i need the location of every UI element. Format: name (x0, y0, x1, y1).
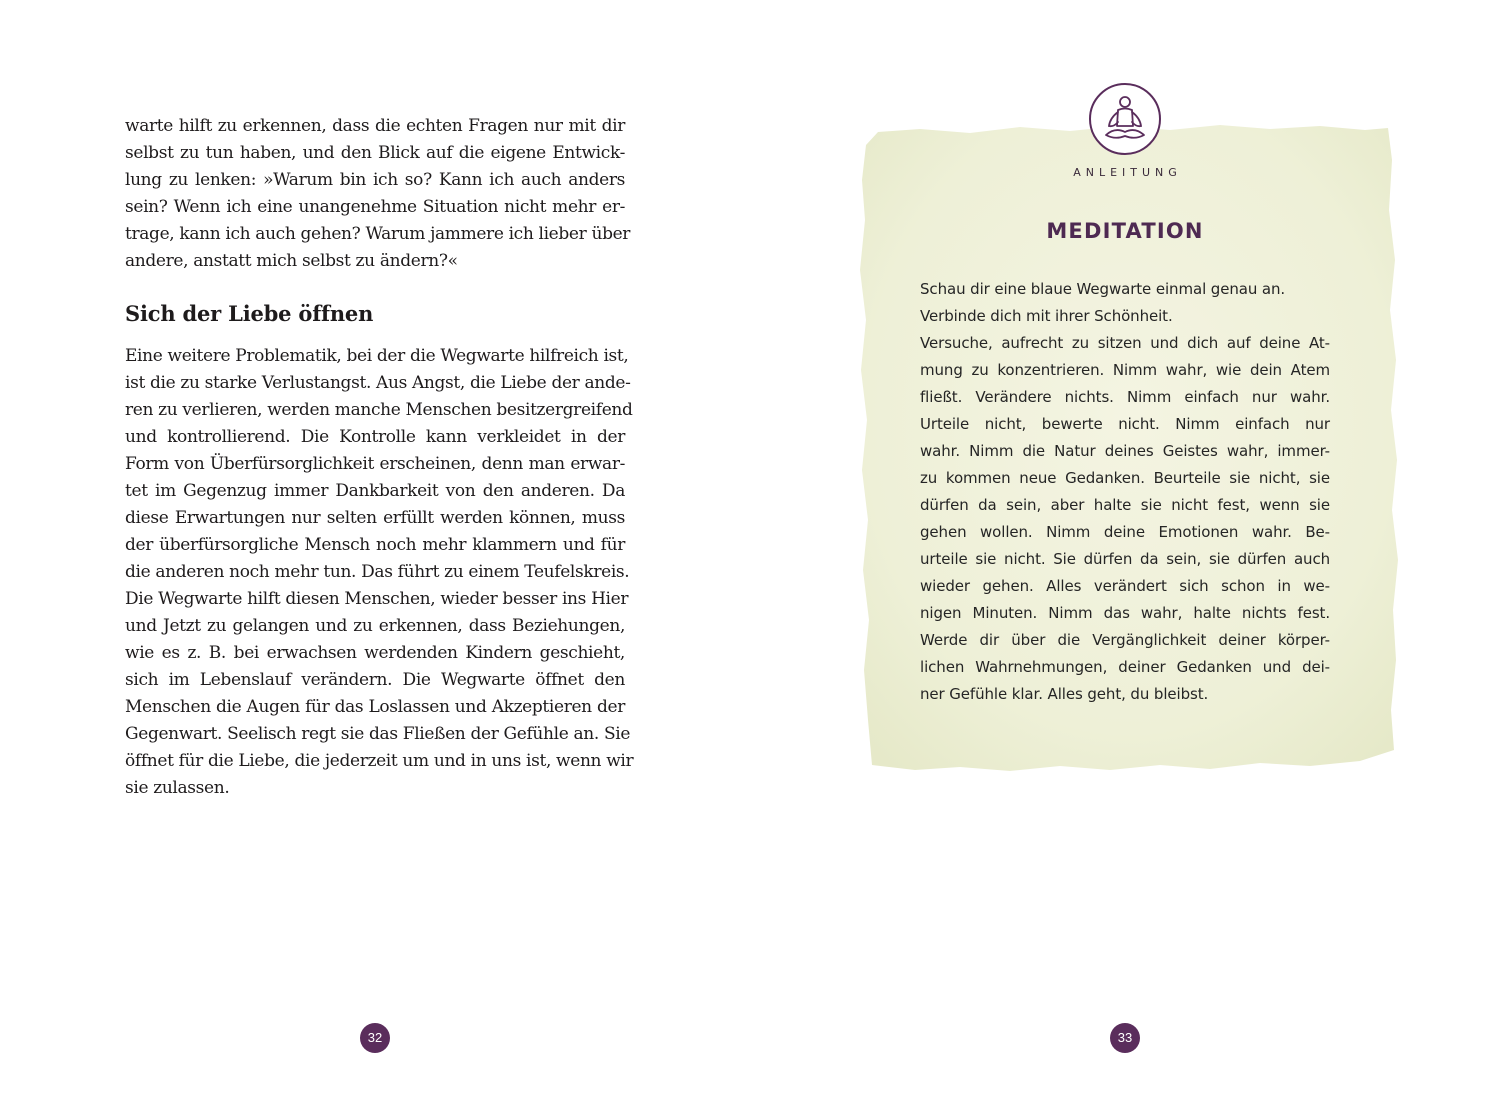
text-line: Die Wegwarte hilft diesen Menschen, wieder besser ins Hier (125, 589, 629, 609)
body-paragraph (125, 343, 634, 802)
text-line: lichen Wahrnehmungen, deiner Gedanken und dei- (920, 658, 1330, 676)
text-line: lung zu lenken: »Warum bin ich so? Kann ich auch anders (125, 170, 625, 190)
text-line: selbst zu tun haben, und den Blick auf die eigene Entwick- (125, 143, 625, 163)
text-line: nigen Minuten. Nimm das wahr, halte nichts fest. (920, 604, 1330, 622)
text-line: und Jetzt zu gelangen und zu erkennen, dass Beziehungen, (125, 616, 625, 636)
text-line: die anderen noch mehr tun. Das führt zu einem Teufelskreis. (125, 562, 630, 582)
text-line: Versuche, aufrecht zu sitzen und dich auf deine At- (920, 334, 1330, 352)
text-line: Schau dir eine blaue Wegwarte einmal genau an. (920, 280, 1286, 298)
page-number-right: 33 (1110, 1023, 1140, 1053)
text-line: mung zu konzentrieren. Nimm wahr, wie dein Atem (920, 361, 1330, 379)
text-line: trage, kann ich auch gehen? Warum jammere ich lieber über (125, 224, 631, 244)
page-number-left: 32 (360, 1023, 390, 1053)
text-line: und kontrollierend. Die Kontrolle kann verkleidet in der (125, 427, 625, 447)
text-line: Menschen die Augen für das Loslassen und Akzeptieren der (125, 697, 625, 717)
text-line: diese Erwartungen nur selten erfüllt werden können, muss (125, 508, 625, 528)
text-line: dürfen da sein, aber halte sie nicht fest, wenn sie (920, 496, 1330, 514)
text-line: warte hilft zu erkennen, dass die echten Fragen nur mit dir (125, 116, 625, 136)
text-line: ren zu verlieren, werden manche Menschen besitzergreifend (125, 400, 633, 420)
text-line: wahr. Nimm die Natur deines Geistes wahr, immer- (920, 442, 1330, 460)
text-line: Gegenwart. Seelisch regt sie das Fließen der Gefühle an. Sie (125, 724, 631, 744)
box-title: MEDITATION (1046, 219, 1204, 243)
text-line: Eine weitere Problematik, bei der die Wegwarte hilfreich ist, (125, 346, 629, 366)
box-label: ANLEITUNG (1073, 166, 1182, 179)
text-line: zu kommen neue Gedanken. Beurteile sie nicht, sie (920, 469, 1330, 487)
text-line: Urteile nicht, bewerte nicht. Nimm einfach nur (920, 415, 1330, 433)
meditation-icon (1088, 82, 1162, 156)
text-line: fließt. Verändere nichts. Nimm einfach nur wahr. (920, 388, 1330, 406)
instruction-text (920, 276, 1330, 708)
text-line: ner Gefühle klar. Alles geht, du bleibst. (920, 685, 1209, 703)
text-line: andere, anstatt mich selbst zu ändern?« (125, 251, 458, 271)
text-line: wie es z. B. bei erwachsen werdenden Kindern geschieht, (125, 643, 625, 663)
text-line: sich im Lebenslauf verändern. Die Wegwarte öffnet den (125, 670, 625, 690)
text-line: wieder gehen. Alles verändert sich schon in we- (920, 577, 1330, 595)
text-line: Verbinde dich mit ihrer Schönheit. (920, 307, 1173, 325)
text-line: urteile sie nicht. Sie dürfen da sein, sie dürfen auch (920, 550, 1330, 568)
section-heading: Sich der Liebe öffnen (125, 301, 374, 326)
text-line: sein? Wenn ich eine unangenehme Situation nicht mehr er- (125, 197, 625, 217)
text-line: ist die zu starke Verlustangst. Aus Angst, die Liebe der ande- (125, 373, 631, 393)
text-line: tet im Gegenzug immer Dankbarkeit von den anderen. Da (125, 481, 625, 501)
text-line: Form von Überfürsorglichkeit erscheinen, denn man erwar- (125, 454, 625, 474)
right-page (750, 0, 1500, 1097)
intro-paragraph (125, 113, 631, 275)
text-line: gehen wollen. Nimm deine Emotionen wahr. Be- (920, 523, 1330, 541)
text-line: Werde dir über die Vergänglichkeit deiner körper- (920, 631, 1330, 649)
text-line: der überfürsorgliche Mensch noch mehr klammern und für (125, 535, 625, 555)
text-line: öffnet für die Liebe, die jederzeit um und in uns ist, wenn wir (125, 751, 634, 771)
text-line: sie zulassen. (125, 778, 230, 798)
